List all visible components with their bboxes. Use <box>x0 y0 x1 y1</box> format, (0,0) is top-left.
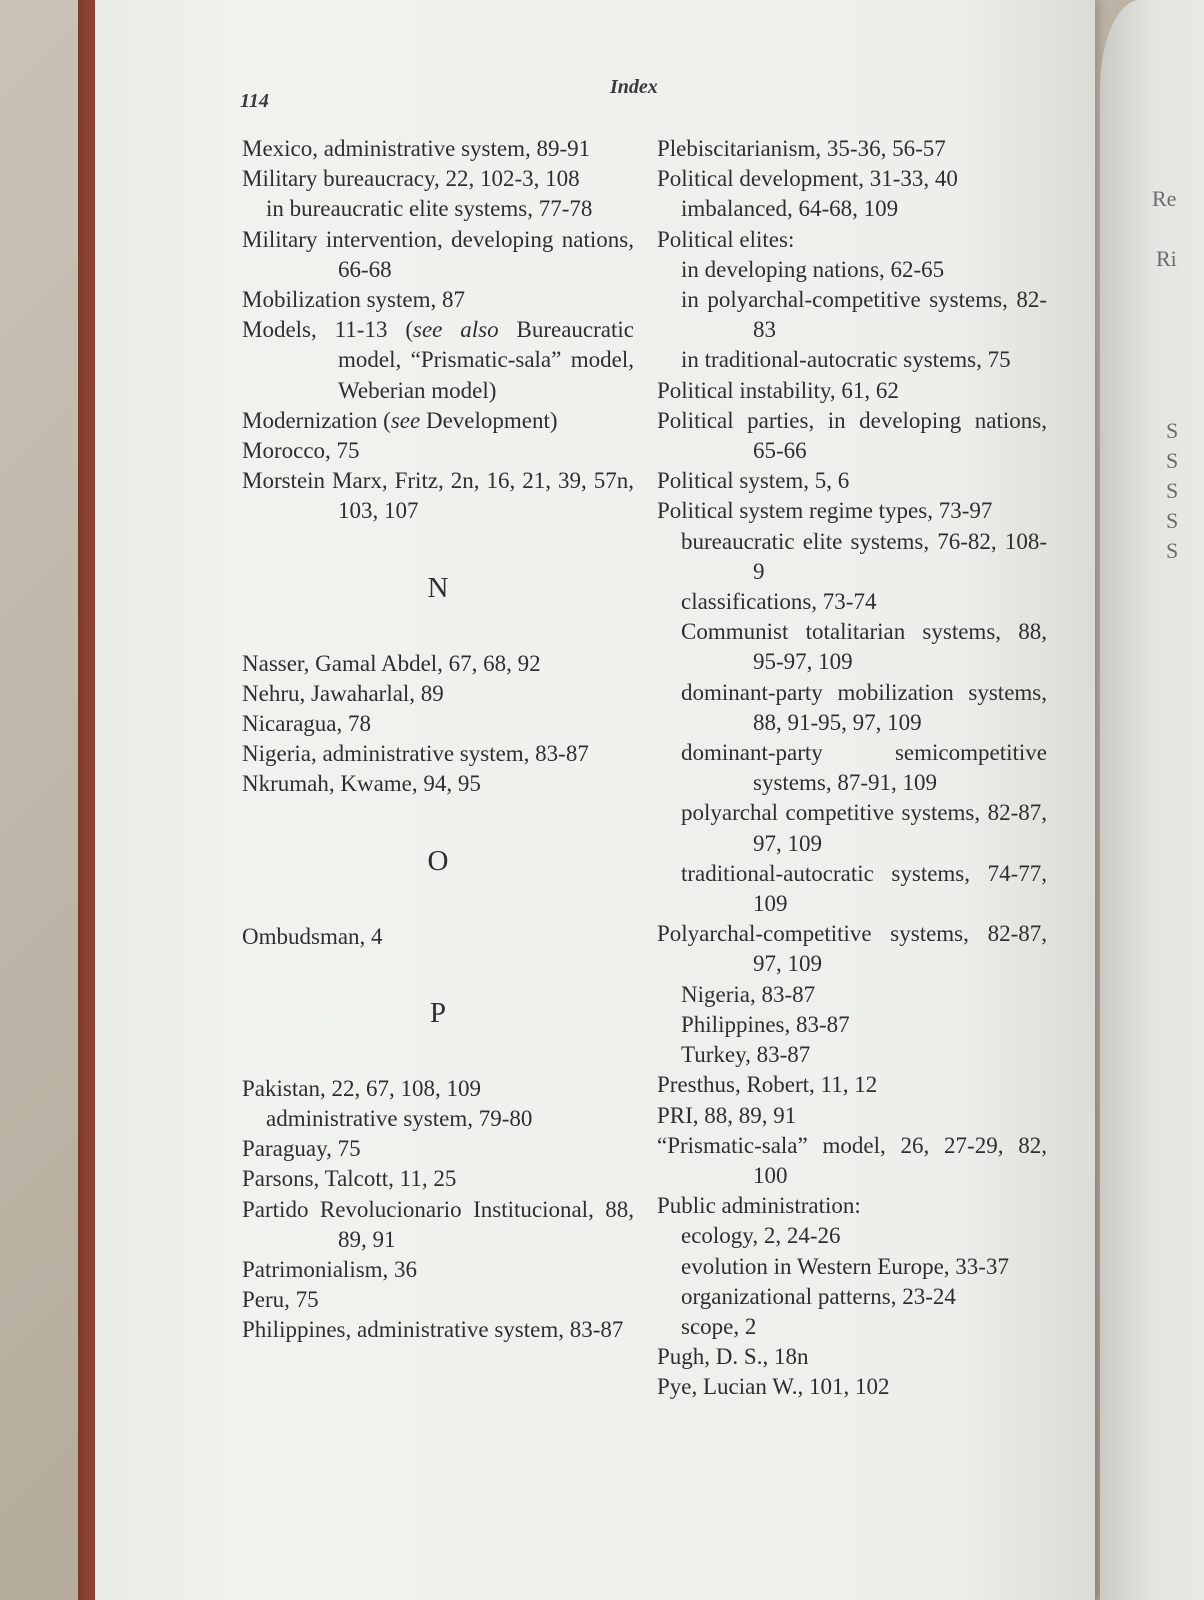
index-entry: Mobilization system, 87 <box>242 287 465 313</box>
index-subentry: dominant-party mobilization systems, 88, 91-95, 97, 109 <box>681 679 1047 735</box>
facing-page-text: Ri <box>1156 246 1177 271</box>
index-entry: Plebiscitarianism, 35-36, 56-57 <box>657 136 946 161</box>
index-entry: PRI, 88, 89, 91 <box>657 1102 797 1128</box>
index-entry: Parsons, Talcott, 11, 25 <box>242 1166 457 1192</box>
index-entry: Ombudsman, 4 <box>242 923 383 949</box>
index-entry: Pugh, D. S., 18n <box>657 1344 809 1370</box>
index-subentry: organizational patterns, 23-24 <box>681 1283 956 1309</box>
index-entry: Presthus, Robert, 11, 12 <box>657 1072 878 1098</box>
index-column-right <box>657 134 1047 1403</box>
index-subentry: Communist totalitarian systems, 88, 95-97, 109 <box>681 619 1047 675</box>
index-entry: Patrimonialism, 36 <box>242 1257 418 1283</box>
index-subentry: administrative system, 79-80 <box>266 1106 533 1132</box>
index-entry: Nkrumah, Kwame, 94, 95 <box>242 771 481 797</box>
index-entry: Military intervention, developing nations, 66-68 <box>242 226 634 282</box>
index-subentry: Philippines, 83-87 <box>681 1011 850 1037</box>
index-entry: Paraguay, 75 <box>242 1136 361 1162</box>
index-column-left <box>242 134 634 1346</box>
index-subentry: ecology, 2, 24-26 <box>681 1223 841 1249</box>
facing-page-text: S <box>1166 508 1179 533</box>
index-entry: Nehru, Jawaharlal, 89 <box>242 680 444 706</box>
index-entry: Morstein Marx, Fritz, 2n, 16, 21, 39, 57n, 103, 107 <box>242 468 634 524</box>
facing-page-text: S <box>1166 448 1179 473</box>
index-entry: “Prismatic-sala” model, 26, 27-29, 82, 100 <box>657 1132 1047 1188</box>
index-section-letter: N <box>427 571 449 604</box>
index-entry: Philippines, administrative system, 83-87 <box>242 1317 624 1343</box>
index-entry: Nicaragua, 78 <box>242 711 371 737</box>
index-subentry: bureaucratic elite systems, 76-82, 108-9 <box>681 528 1047 584</box>
facing-page-text: S <box>1166 418 1179 443</box>
index-subentry: imbalanced, 64-68, 109 <box>681 196 899 222</box>
index-subentry: traditional-autocratic systems, 74-77, 109 <box>681 860 1047 917</box>
index-entry: Nasser, Gamal Abdel, 67, 68, 92 <box>242 650 541 676</box>
index-entry: Political instability, 61, 62 <box>657 377 899 403</box>
index-entry: Peru, 75 <box>242 1287 319 1313</box>
facing-page <box>1100 0 1204 1600</box>
index-section-letter: O <box>427 844 449 877</box>
index-entry: Political development, 31-33, 40 <box>657 166 958 192</box>
index-entry: Pakistan, 22, 67, 108, 109 <box>242 1075 481 1101</box>
index-subentry: dominant-party semicompetitive systems, 87-91, 109 <box>681 740 1047 796</box>
index-subentry: scope, 2 <box>681 1313 757 1339</box>
page-number: 114 <box>240 90 269 112</box>
index-entry: Political system regime types, 73-97 <box>657 498 993 524</box>
index-subentry: evolution in Western Europe, 33-37 <box>681 1253 1009 1279</box>
index-subentry: polyarchal competitive systems, 82-87, 97, 109 <box>681 800 1047 856</box>
index-entry: Modernization (see Development) <box>242 407 558 433</box>
index-section-letter: P <box>429 996 447 1029</box>
index-entry: Pye, Lucian W., 101, 102 <box>657 1374 890 1400</box>
index-subentry: in polyarchal-competitive systems, 82-83 <box>681 287 1047 343</box>
index-entry: Mexico, administrative system, 89-91 <box>242 136 591 161</box>
index-subentry: in developing nations, 62-65 <box>681 256 945 282</box>
index-entry: Models, 11-13 (see also Bureaucratic model, “Prismatic-sala” model, Weberian model) <box>242 317 635 403</box>
index-subentry: in traditional-autocratic systems, 75 <box>681 347 1011 373</box>
running-header: Index <box>610 76 658 98</box>
index-entry: Political elites: <box>657 226 795 252</box>
index-subentry: Nigeria, 83-87 <box>681 981 816 1007</box>
index-subentry: Turkey, 83-87 <box>681 1042 811 1068</box>
facing-page-text: Re <box>1152 186 1177 211</box>
facing-page-text: S <box>1166 478 1179 503</box>
index-subentry: in bureaucratic elite systems, 77-78 <box>266 196 593 222</box>
index-entry: Nigeria, administrative system, 83-87 <box>242 741 589 767</box>
facing-page-text: S <box>1166 538 1179 563</box>
index-entry: Partido Revolucionario Institucional, 88, 89, 91 <box>242 1196 634 1252</box>
index-entry: Political parties, in developing nations, 65-66 <box>657 407 1047 464</box>
index-subentry: classifications, 73-74 <box>681 589 877 615</box>
index-entry: Polyarchal-competitive systems, 82-87, 97, 109 <box>657 921 1047 977</box>
index-entry: Public administration: <box>657 1193 861 1219</box>
index-entry: Military bureaucracy, 22, 102-3, 108 <box>242 166 580 192</box>
index-entry: Morocco, 75 <box>242 438 360 464</box>
index-entry: Political system, 5, 6 <box>657 468 850 494</box>
